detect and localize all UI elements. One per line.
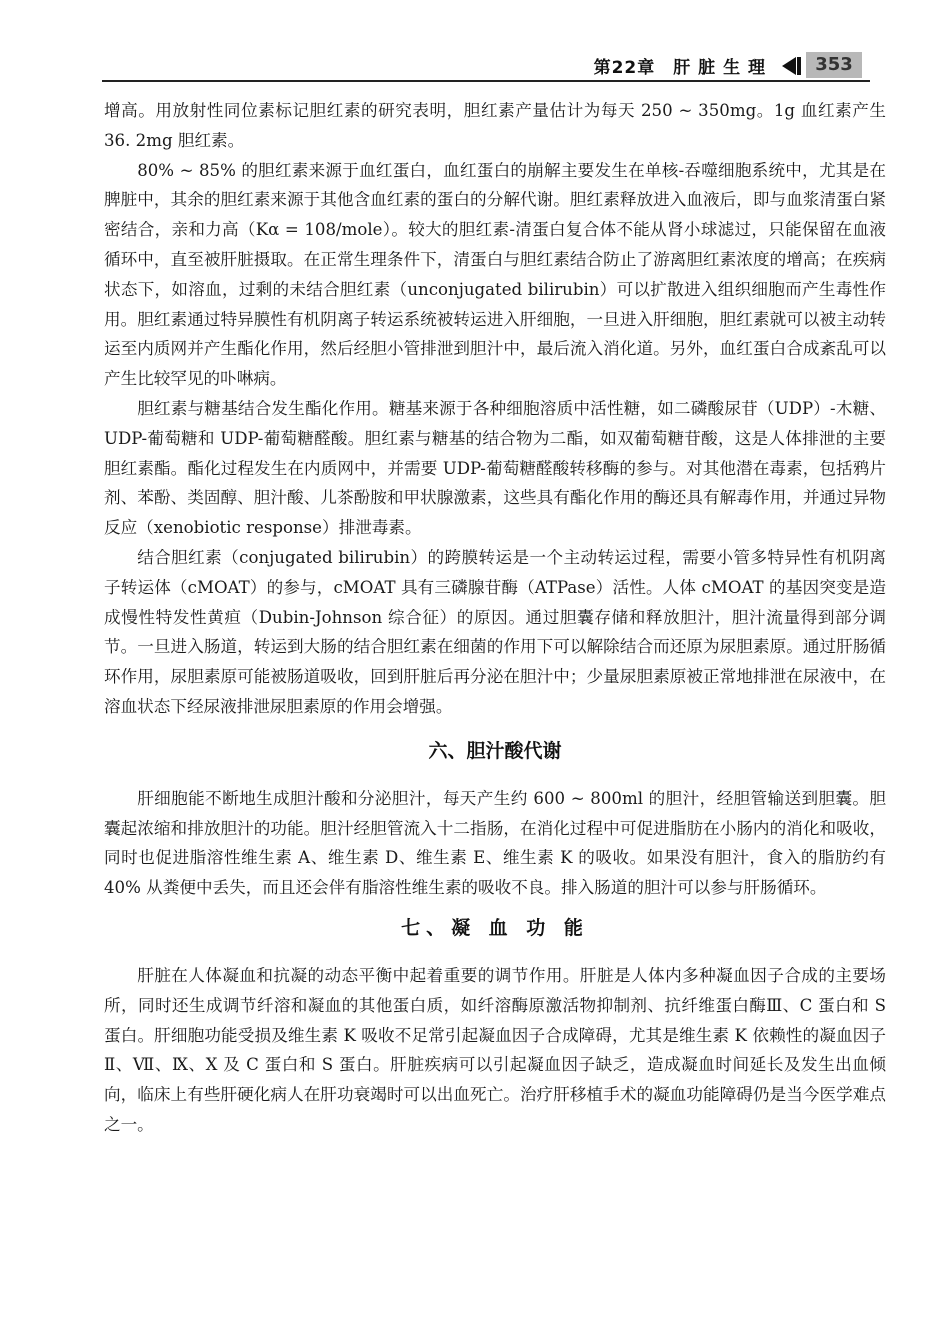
page-number: 353 xyxy=(806,52,862,78)
paragraph-bilirubin-production: 增高。用放射性同位素标记胆红素的研究表明，胆红素产量估计为每天 250 ~ 350mg。1g 血红素产生 36. 2mg 胆红素。 xyxy=(104,101,886,150)
arrow-left-icon xyxy=(780,55,802,77)
paragraph-bilirubin-source: 80% ~ 85% 的胆红素来源于血红蛋白，血红蛋白的崩解主要发生在单核-吞噬细胞系统中，尤其是在脾脏中，其余的胆红素来源于其他含血红素的蛋白的分解代谢。胆红素释放进入血液后，即与血浆清蛋白紧密结合，亲和力高（Kα = 108/mole）。较大的胆红素-清蛋白复合体不能从肾小球滤过，只能保留在血液循环中，直至被肝脏摄取。在正常生理条件下，清蛋白与胆红素结合防止了游离胆红素浓度的增高；在疾病状态下，如溶血，过剩的未结合胆红素（unconjugated bilirubin）可以扩散进入组织细胞而产生毒性作用。胆红素通过特异膜性有机阴离子转运系统被转运进入肝细胞，一旦进入肝细胞，胆红素就可以被主动转运至内质网并产生酯化作用，然后经胆小管排泄到胆汁中，最后流入消化道。另外，血红蛋白合成紊乱可以产生比较罕见的卟啉病。 xyxy=(104,160,886,389)
section-heading-coagulation: 七、凝 血 功 能 xyxy=(401,916,589,939)
paragraph-conjugated-bilirubin: 结合胆红素（conjugated bilirubin）的跨膜转运是一个主动转运过程，需要小管多特异性有机阴离子转运体（cMOAT）的参与，cMOAT 具有三磷腺苷酶（ATPase）活性。人体 cMOAT 的基因突变是造成慢性特发性黄疸（Dubin-Johnson 综合征）的原因。通过胆囊存储和释放胆汁，胆汁流量得到部分调节。一旦进入肠道，转运到大肠的结合胆红素在细菌的作用下可以解除结合而还原为尿胆素原。通过肝肠循环作用，尿胆素原可能被肠道吸收，回到肝脏后再分泌在胆汁中；少量尿胆素原被正常地排泄在尿液中，在溶血状态下经尿液排泄尿胆素原的作用会增强。 xyxy=(104,547,886,716)
page-body xyxy=(104,96,886,1140)
paragraph-coagulation: 肝脏在人体凝血和抗凝的动态平衡中起着重要的调节作用。肝脏是人体内多种凝血因子合成的主要场所，同时还生成调节纤溶和凝血的其他蛋白质，如纤溶酶原激活物抑制剂、抗纤维蛋白酶Ⅲ、C 蛋白和 S 蛋白。肝细胞功能受损及维生素 K 吸收不足常引起凝血因子合成障碍，尤其是维生素 K 依赖性的凝血因子 Ⅱ、Ⅶ、Ⅸ、X 及 C 蛋白和 S 蛋白。肝脏疾病可以引起凝血因子缺乏，造成凝血时间延长及发生出血倾向，临床上有些肝硬化病人在肝功衰竭时可以出血死亡。治疗肝移植手术的凝血功能障碍仍是当今医学难点之一。 xyxy=(104,965,886,1134)
chapter-title: 第22章 肝 脏 生 理 xyxy=(593,58,766,78)
paragraph-bile-acid: 肝细胞能不断地生成胆汁酸和分泌胆汁，每天产生约 600 ~ 800ml 的胆汁，经胆管输送到胆囊。胆囊起浓缩和排放胆汁的功能。胆汁经胆管流入十二指肠，在消化过程中可促进脂肪在小肠内的消化和吸收，同时也促进脂溶性维生素 A、维生素 D、维生素 E、维生素 K 的吸收。如果没有胆汁，食入的脂肪约有 40% 从粪便中丢失，而且还会伴有脂溶性维生素的吸收不良。排入肠道的胆汁可以参与肝肠循环。 xyxy=(104,788,886,898)
running-header xyxy=(102,50,870,82)
section-heading-bile-acid: 六、胆汁酸代谢 xyxy=(428,739,562,762)
paragraph-bilirubin-esterification: 胆红素与糖基结合发生酯化作用。糖基来源于各种细胞溶质中活性糖，如二磷酸尿苷（UDP）-木糖、UDP-葡萄糖和 UDP-葡萄糖醛酸。胆红素与糖基的结合物为二酯，如双葡萄糖苷酸，这是人体排泄的主要胆红素酯。酯化过程发生在内质网中，并需要 UDP-葡萄糖醛酸转移酶的参与。对其他潜在毒素，包括鸦片剂、苯酚、类固醇、胆汁酸、儿茶酚胺和甲状腺激素，这些具有酯化作用的酶还具有解毒作用，并通过异物反应（xenobiotic response）排泄毒素。 xyxy=(104,398,886,538)
